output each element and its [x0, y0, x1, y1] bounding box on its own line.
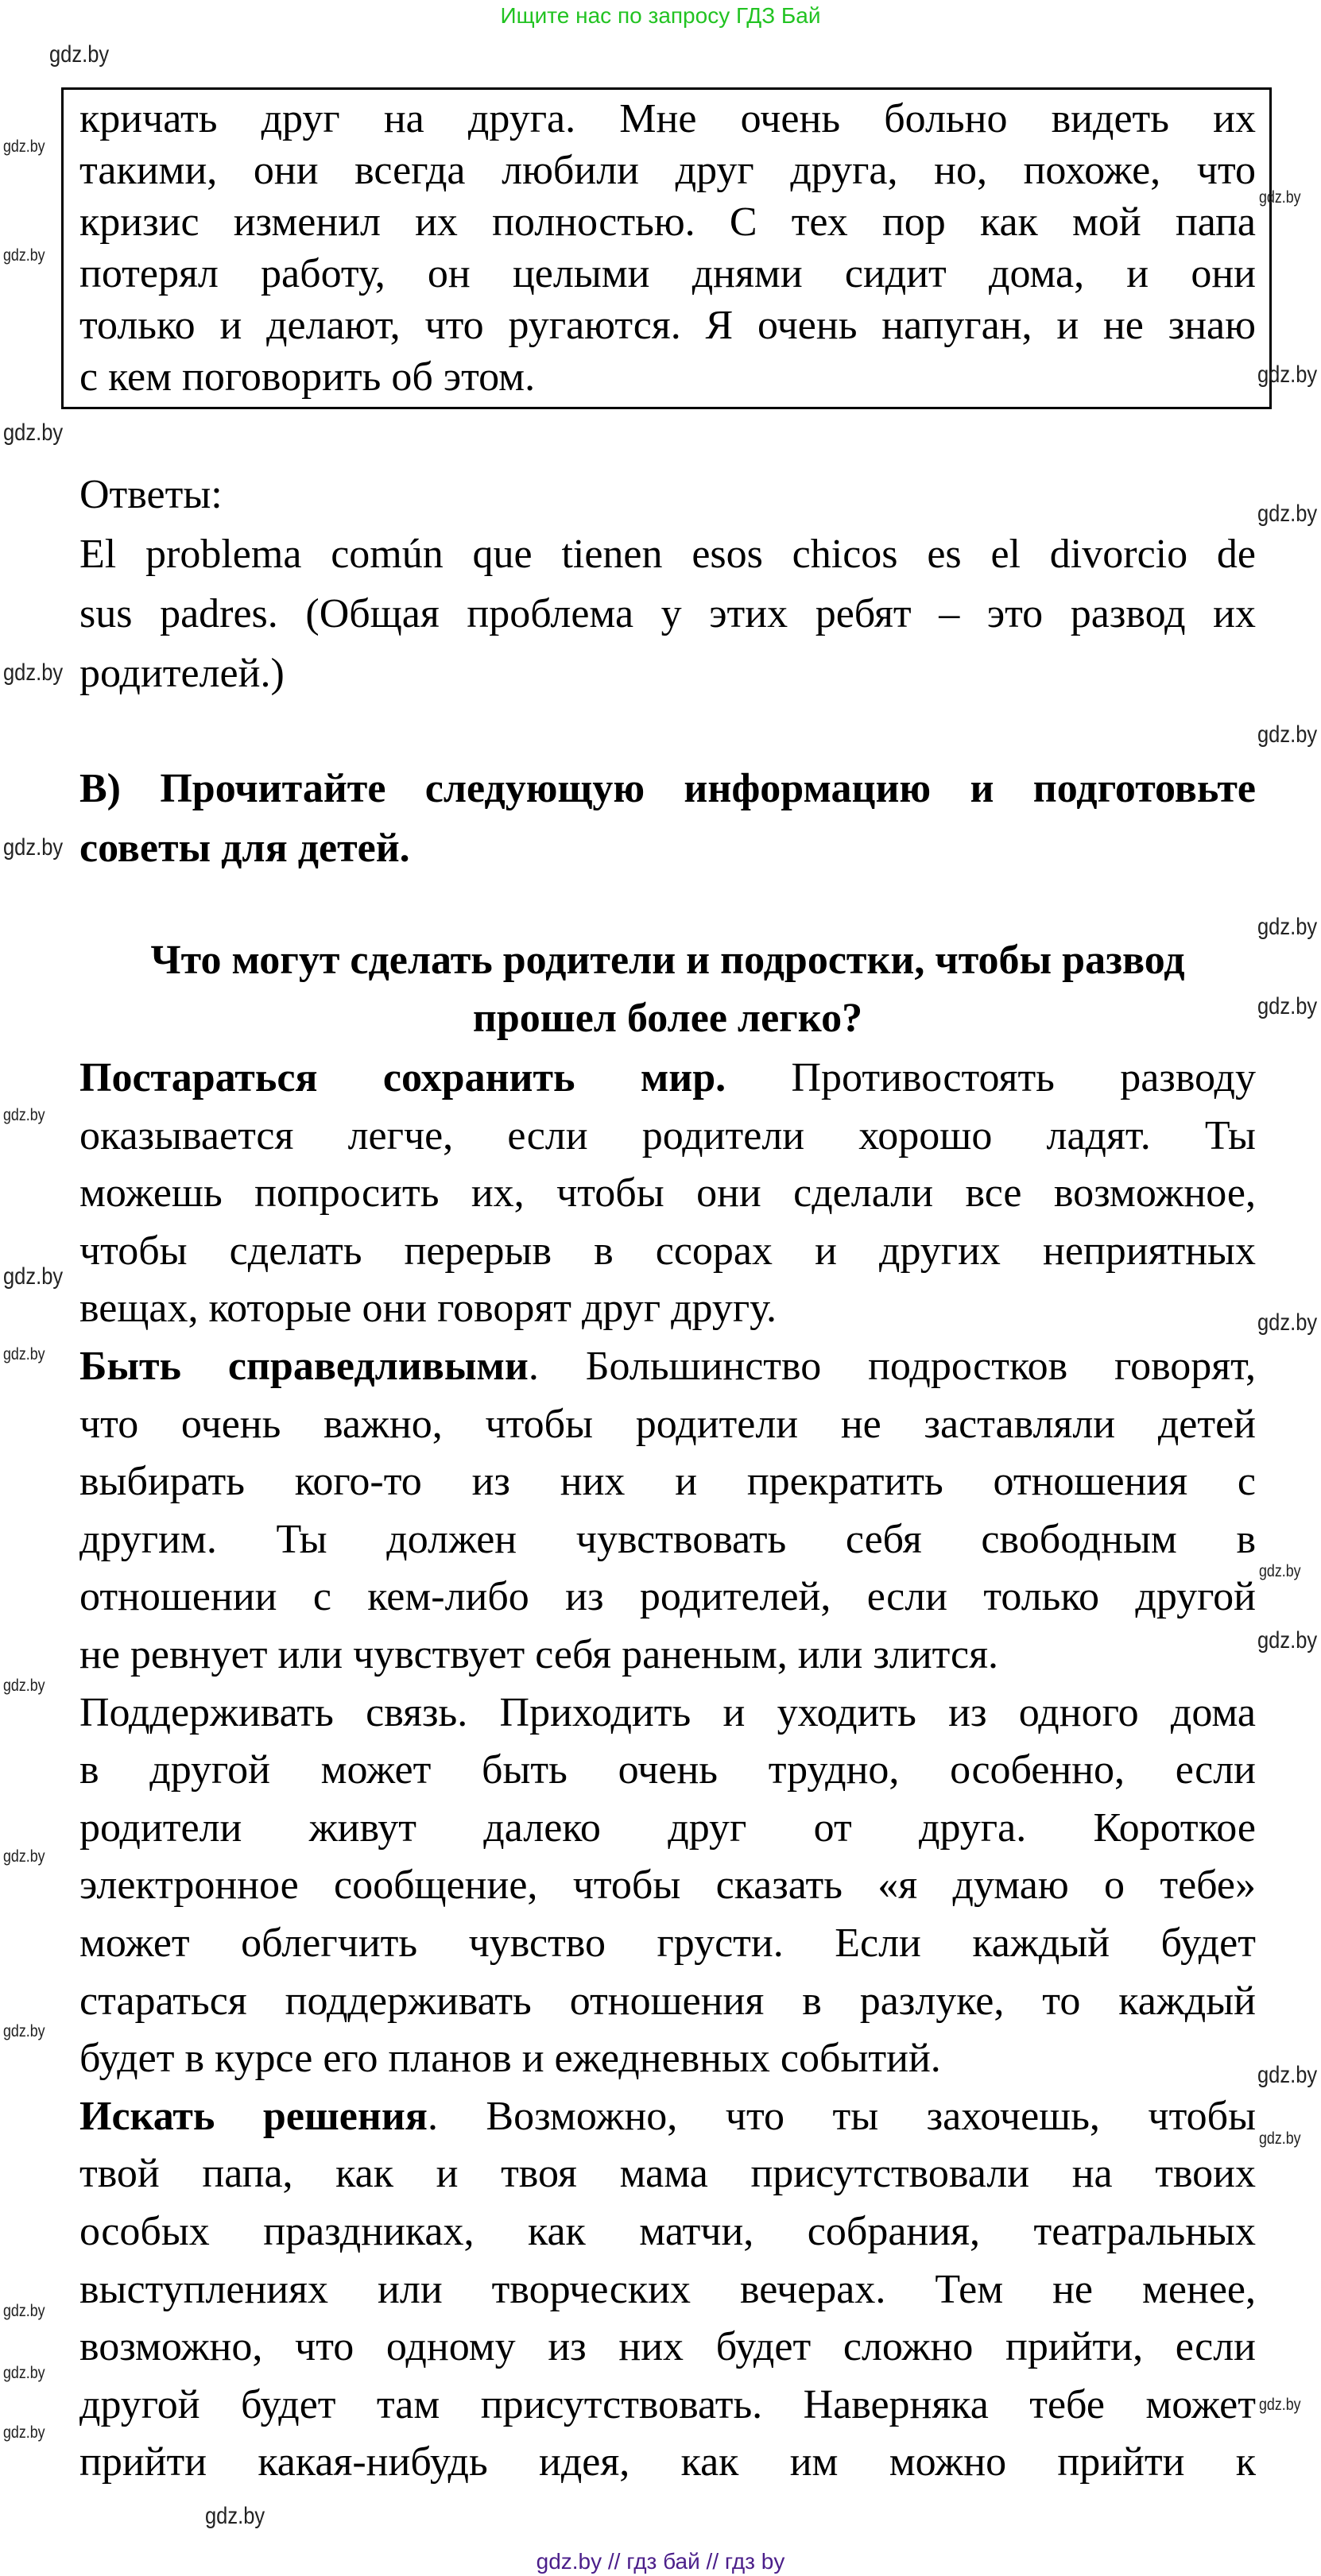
watermark-text: gdz.by — [3, 2302, 45, 2320]
paragraph-line — [79, 1224, 1256, 1279]
line-text: можешь попросить их, чтобы они сделали все возможное, — [79, 1170, 1256, 1216]
watermark-text: gdz.by — [1257, 501, 1318, 527]
line-text: такими, они всегда любили друг друга, но, похоже, что — [79, 148, 1256, 193]
paragraph-line — [79, 1397, 1256, 1452]
paragraph-line — [79, 1569, 1256, 1625]
line-text: родители живут далеко друг от друга. Короткое — [79, 1804, 1256, 1851]
line-text: Что могут сделать родители и подростки, чтобы развод — [150, 938, 1185, 983]
line-text: отношении с кем-либо из родителей, если только другой — [79, 1574, 1256, 1620]
section-title-line — [79, 933, 1256, 988]
watermark-text: gdz.by — [1257, 1309, 1318, 1336]
watermark-text: gdz.by — [3, 246, 45, 265]
line-text: кричать друг на друга. Мне очень больно видеть их — [79, 96, 1256, 141]
line-text: Ответы: — [79, 472, 223, 517]
letter-line — [79, 197, 1256, 248]
paragraph-line — [79, 2146, 1256, 2202]
line-text: El problema común que tienen esos chicos es el divorcio de — [79, 532, 1256, 577]
line-text: в другой может быть очень трудно, особенно, если — [79, 1747, 1256, 1793]
line-text: Поддерживать связь. Приходить и уходить из одного дома — [79, 1689, 1256, 1735]
paragraph-line — [79, 1974, 1256, 2029]
line-text: советы для детей. — [79, 826, 410, 871]
line-text: потерял работу, он целыми днями сидит дома, и они — [79, 251, 1256, 296]
paragraph-line — [79, 1339, 1256, 1394]
paragraph-line — [79, 2435, 1256, 2490]
paragraph-line — [79, 1050, 1256, 1106]
watermark-text: gdz.by — [1257, 2062, 1318, 2088]
letter-line — [79, 94, 1256, 145]
paragraph-line — [79, 1108, 1256, 1164]
line-text: прийти какая-нибудь идея, как им можно прийти к — [79, 2439, 1256, 2485]
watermark-text: gdz.by — [1257, 1627, 1318, 1654]
watermark-text: gdz.by — [3, 1106, 45, 1124]
line-text: чтобы сделать перерыв в ссорах и других неприятных — [79, 1228, 1256, 1274]
paragraph-line — [79, 1800, 1256, 1856]
line-text: родителей.) — [79, 651, 285, 696]
bold-heading-text: Постараться сохранить мир. — [79, 1055, 726, 1100]
paragraph-line — [79, 1512, 1256, 1568]
answer-line — [79, 527, 1256, 582]
paragraph-line — [79, 2089, 1256, 2145]
paragraph-line — [79, 1685, 1256, 1741]
watermark-text: gdz.by — [49, 41, 110, 68]
bold-heading-text: Искать решения — [79, 2093, 428, 2139]
line-text: другим. Ты должен чувствовать себя свободным в — [79, 1516, 1256, 1562]
letter-line — [79, 300, 1256, 351]
line-text: прошел более легко? — [472, 996, 863, 1041]
task-b-line — [79, 821, 1256, 876]
watermark-text: gdz.by — [3, 2364, 45, 2382]
watermark-text: gdz.by — [1259, 2129, 1301, 2148]
line-text: возможно, что одному из них будет сложно прийти, если — [79, 2324, 1256, 2370]
line-text: другой будет там присутствовать. Наверняка тебе может — [79, 2381, 1256, 2427]
line-text: только и делают, что ругаются. Я очень напуган, и не знаю — [79, 303, 1256, 348]
task-b-line — [79, 761, 1256, 817]
paragraph-line — [79, 2031, 1256, 2087]
watermark-text: gdz.by — [3, 420, 64, 446]
paragraph-line — [79, 2377, 1256, 2433]
watermark-text: gdz.by — [3, 1345, 45, 1363]
line-text: . Большинство подростков говорят, — [528, 1344, 1256, 1389]
watermark-text: gdz.by — [1259, 188, 1301, 207]
paragraph-line — [79, 1166, 1256, 1221]
line-text: может облегчить чувство грусти. Если каждый будет — [79, 1920, 1256, 1966]
paragraph-line — [79, 1454, 1256, 1510]
line-text: особых праздниках, как матчи, собрания, театральных — [79, 2209, 1256, 2254]
line-text: электронное сообщение, чтобы сказать «я думаю о тебе» — [79, 1862, 1256, 1909]
paragraph-line — [79, 2204, 1256, 2260]
watermark-text: gdz.by — [1257, 993, 1318, 1019]
line-text: стараться поддерживать отношения в разлуке, то каждый — [79, 1978, 1256, 2024]
line-text: что очень важно, чтобы родители не заставляли детей — [79, 1401, 1256, 1447]
watermark-text: gdz.by — [1259, 2396, 1301, 2414]
letter-line — [79, 145, 1256, 196]
letter-line — [79, 249, 1256, 300]
line-text: выбирать кого-то из них и прекратить отношения с — [79, 1459, 1256, 1505]
watermark-text: gdz.by — [1257, 362, 1318, 388]
line-text: не ревнует или чувствует себя раненым, или злится. — [79, 1632, 999, 1677]
paragraph-line — [79, 1627, 1256, 1683]
line-text: Противостоять разводу — [726, 1055, 1256, 1100]
watermark-text: gdz.by — [205, 2503, 265, 2529]
watermark-text: gdz.by — [1259, 1562, 1301, 1580]
paragraph-line — [79, 1742, 1256, 1798]
answer-line — [79, 586, 1256, 642]
answers-label — [79, 467, 1256, 523]
watermark-text: gdz.by — [3, 1677, 45, 1695]
line-text: твой папа, как и твоя мама присутствовали на твоих — [79, 2151, 1256, 2197]
watermark-text: gdz.by — [1257, 721, 1318, 748]
line-text: sus padres. (Общая проблема у этих ребят – это развод их — [79, 591, 1256, 636]
bold-heading-text: Быть справедливыми — [79, 1344, 529, 1389]
line-text: с кем поговорить об этом. — [79, 354, 536, 400]
watermark-text: gdz.by — [3, 137, 45, 156]
watermark-text: gdz.by — [3, 2022, 45, 2040]
search-banner[interactable]: Ищите нас по запросу ГДЗ Бай — [500, 3, 821, 28]
section-title-line — [79, 991, 1256, 1046]
line-text: вещах, которые они говорят друг другу. — [79, 1286, 777, 1332]
paragraph-line — [79, 1916, 1256, 1971]
paragraph-line — [79, 1281, 1256, 1336]
line-text: оказывается легче, если родители хорошо ладят. Ты — [79, 1112, 1256, 1158]
footer-links[interactable]: gdz.by // гдз бай // гдз by — [536, 2549, 785, 2574]
line-text: выступлениях или творческих вечерах. Тем не менее, — [79, 2266, 1256, 2312]
line-text: кризис изменил их полностью. С тех пор как мой папа — [79, 199, 1256, 245]
paragraph-line — [79, 2262, 1256, 2318]
paragraph-line — [79, 2319, 1256, 2375]
watermark-text: gdz.by — [3, 659, 64, 686]
line-text: B) Прочитайте следующую информацию и подготовьте — [79, 766, 1256, 811]
watermark-text: gdz.by — [3, 1263, 64, 1290]
letter-line — [79, 352, 1256, 403]
watermark-text: gdz.by — [3, 1847, 45, 1866]
line-text: . Возможно, что ты захочешь, чтобы — [427, 2093, 1257, 2139]
watermark-text: gdz.by — [3, 2423, 45, 2442]
answer-line — [79, 646, 1256, 702]
paragraph-line — [79, 1858, 1256, 1913]
line-text: будет в курсе его планов и ежедневных событий. — [79, 2036, 941, 2082]
watermark-text: gdz.by — [1257, 914, 1318, 940]
watermark-text: gdz.by — [3, 834, 64, 861]
